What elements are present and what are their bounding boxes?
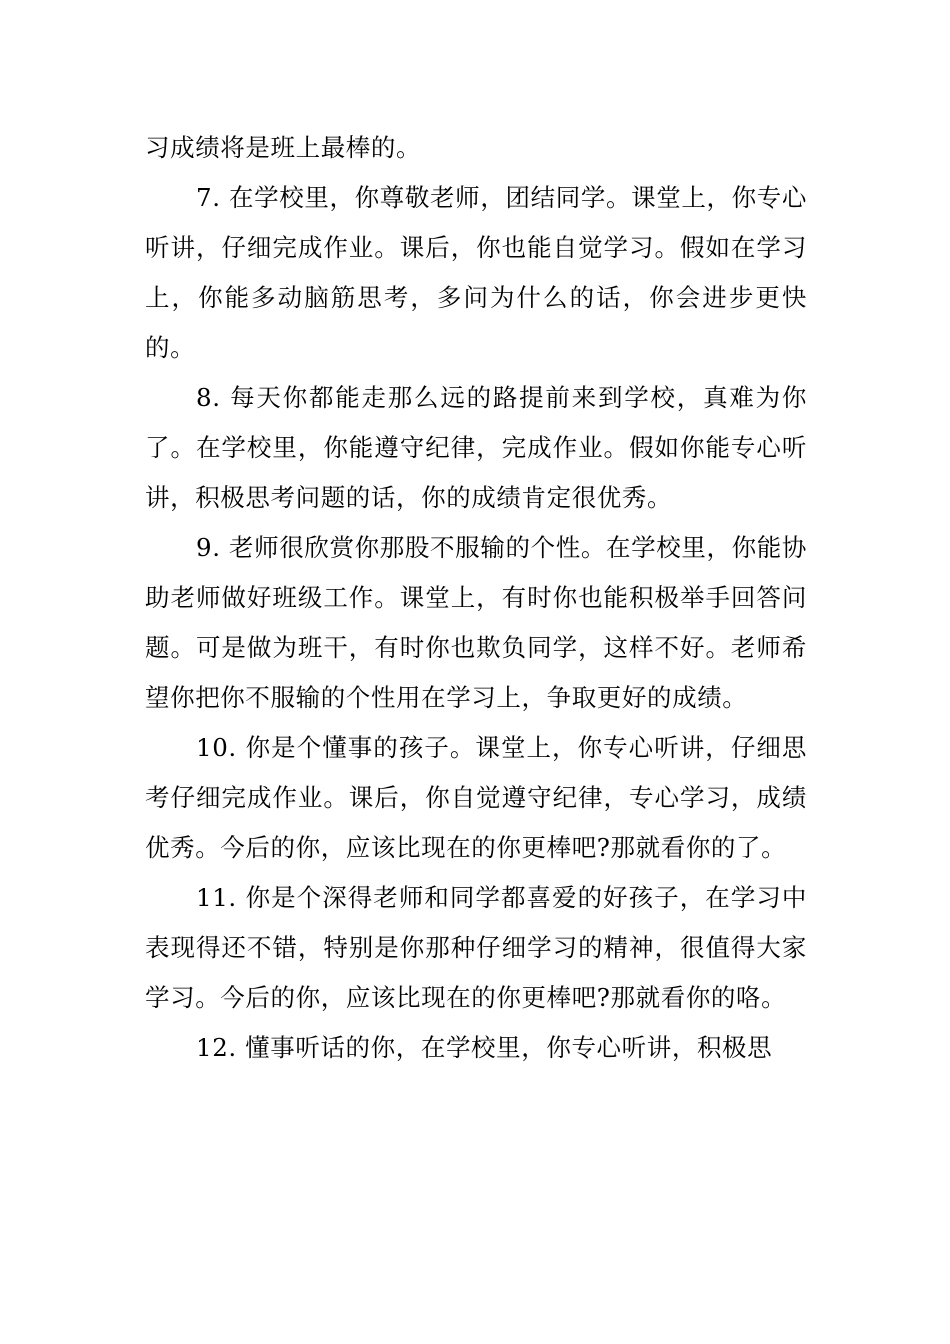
paragraph-item-10: 10. 你是个懂事的孩子。课堂上，你专心听讲，仔细思考仔细完成作业。课后，你自觉遵守纪律，专心学习，成绩优秀。今后的你，应该比现在的你更棒吧?那就看你的了。	[145, 733, 807, 862]
paragraph-continuation: 习成绩将是班上最棒的。	[145, 133, 422, 162]
paragraph-item-9: 9. 老师很欣赏你那股不服输的个性。在学校里，你能协助老师做好班级工作。课堂上，有时你也能积极举手回答问题。可是做为班干，有时你也欺负同学，这样不好。老师希望你把你不服输的个性用在学习上，争取更好的成绩。	[145, 533, 807, 712]
paragraph-item-8: 8. 每天你都能走那么远的路提前来到学校，真难为你了。在学校里，你能遵守纪律，完成作业。假如你能专心听讲，积极思考问题的话，你的成绩肯定很优秀。	[145, 383, 807, 512]
document-body	[145, 123, 807, 1073]
paragraph-item-12: 12. 懂事听话的你，在学校里，你专心听讲，积极思	[196, 1033, 773, 1062]
paragraph-item-11: 11. 你是个深得老师和同学都喜爱的好孩子，在学习中表现得还不错，特别是你那种仔细学习的精神，很值得大家学习。今后的你，应该比现在的你更棒吧?那就看你的咯。	[145, 883, 807, 1012]
paragraph-item-7: 7. 在学校里，你尊敬老师，团结同学。课堂上，你专心听讲，仔细完成作业。课后，你也能自觉学习。假如在学习上，你能多动脑筋思考，多问为什么的话，你会进步更快的。	[145, 183, 807, 362]
